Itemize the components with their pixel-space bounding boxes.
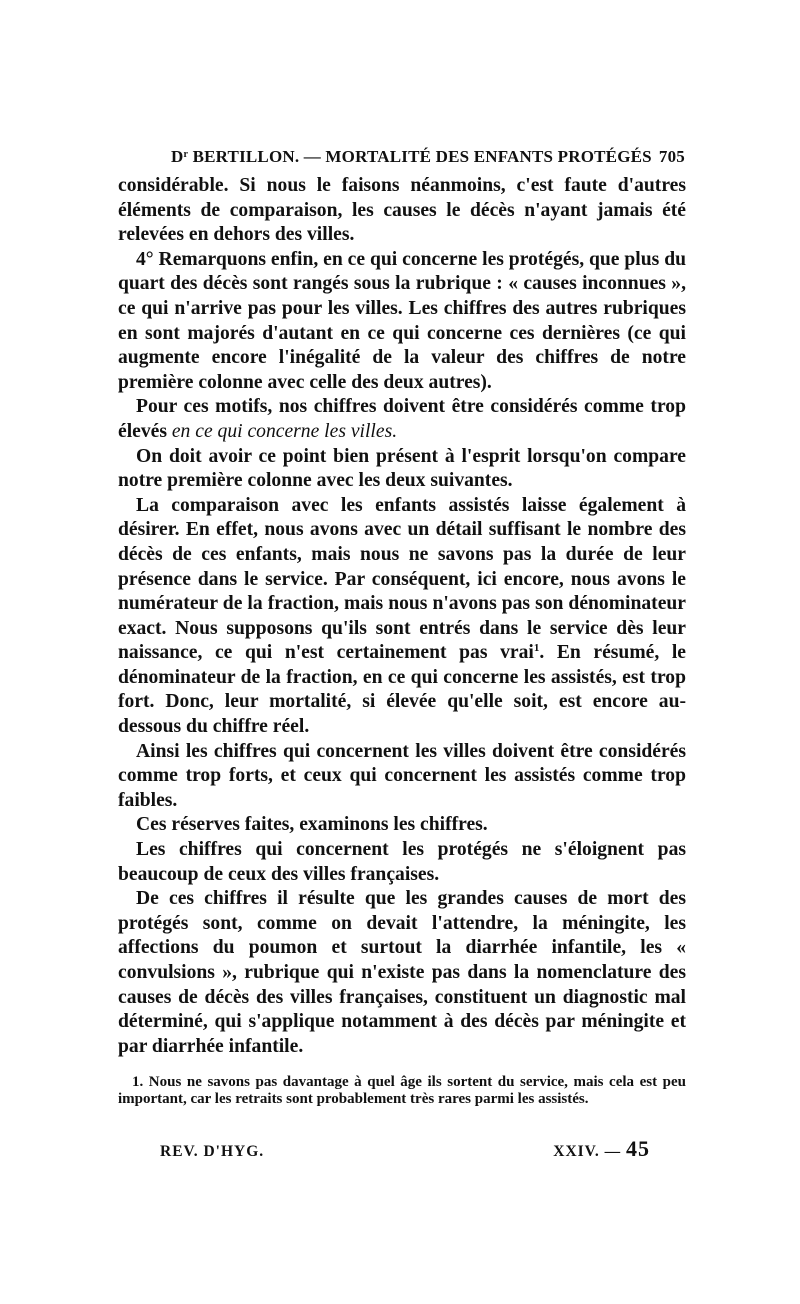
paragraph: 4° Remarquons enfin, en ce qui concerne les protégés, que plus du quart des décès sont rangés sous la rubrique : « causes inconnues », ce qui n'arrive pas pour les villes. Les chiffres des autres rubriques en sont majorés d'autant en ce qui concerne ces dernières (ce qui augmente encore l'inégalité de la valeur des chiffres de notre première colonne avec celle des deux autres). [118,248,686,393]
journal-abbreviation: REV. D'HYG. [160,1143,265,1160]
running-head [171,147,685,167]
paragraph: Ces réserves faites, examinons les chiffres. [136,814,488,836]
page-number: 705 [658,147,685,166]
sheet-mark: XXIV. — 45 [553,1136,650,1161]
paragraph: Les chiffres qui concernent les protégés ne s'éloignent pas beaucoup de ceux des villes françaises. [118,839,686,885]
running-head-title: $D^r$ BERTILLON. — MORTALITÉ DES ENFANTS PROTÉGÉS [171,147,652,166]
paragraph: On doit avoir ce point bien présent à l'esprit lorsqu'on compare notre première colonne avec les deux suivantes. [118,445,686,492]
paragraph: La comparaison avec les enfants assistés laisse également à désirer. En effet, nous avons avec un détail suffisant le nombre des décès de ces enfants, mais nous ne savons pas la durée de leur présence dans le service. Par conséquent, ici encore, nous avons le numérateur de la fraction, mais nous n'avons pas son dénominateur exact. Nous supposons qu'ils sont entrés dans le service dès leur naissance, ce qui n'est certainement pas vrai$^1$. En résumé, le dénominateur de la fraction, en ce qui concerne les assistés, est trop fort. Donc, leur mortalité, si élevée qu'elle soit, est encore au-dessous du chiffre réel. [118,494,686,738]
footnote: 1. Nous ne savons pas davantage à quel âge ils sortent du service, mais cela est peu important, car les retraits sont probablement très rares parmi les assistés. [118,1074,686,1107]
body-text [118,174,686,1059]
italic-phrase: en ce qui concerne les villes. [171,420,398,442]
paragraph: Pour ces motifs, nos chiffres doivent être considérés comme trop élevés en ce qui concerne les villes. [118,396,686,442]
signature-line [160,1136,650,1162]
paragraph: considérable. Si nous le faisons néanmoins, c'est faute d'autres éléments de comparaison, les causes le décès n'ayant jamais été relevées en dehors des villes. [118,175,686,246]
paragraph: Ainsi les chiffres qui concernent les villes doivent être considérés comme trop forts, et ceux qui concernent les assistés comme trop faibles. [118,740,686,811]
paragraph: De ces chiffres il résulte que les grandes causes de mort des protégés sont, comme on devait l'attendre, la méningite, les affections du poumon et surtout la diarrhée infantile, les « convulsions », rubrique qui n'existe pas dans la nomenclature des causes de décès des villes françaises, constituent un diagnostic mal déterminé, qui s'applique notamment à des décès par méningite et par diarrhée infantile. [118,888,686,1057]
footnote-reference: 1 [533,642,540,655]
